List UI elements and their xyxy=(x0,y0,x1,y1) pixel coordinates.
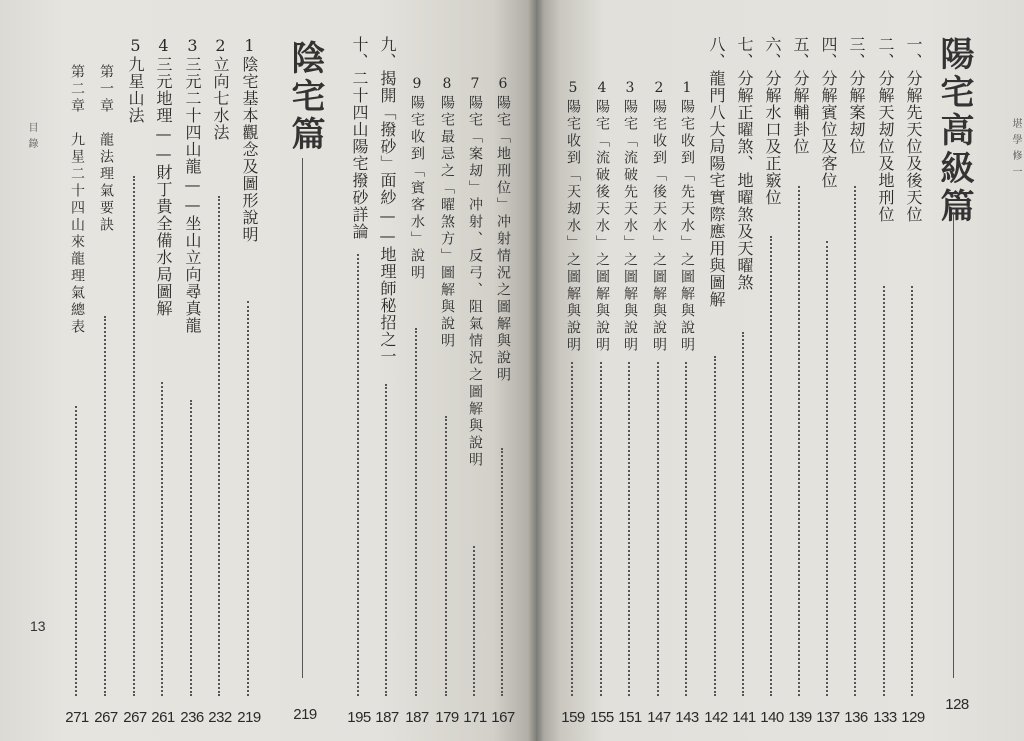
toc-entry-page: 139 xyxy=(788,709,812,726)
dot-leader xyxy=(104,316,106,696)
toc-entry-page: 267 xyxy=(123,709,147,726)
toc-entry[interactable] xyxy=(759,36,785,726)
toc-entry-page: 141 xyxy=(732,709,756,726)
dot-leader xyxy=(571,362,573,696)
toc-entry-title: 七、分解正曜煞、地曜煞及天曜煞 xyxy=(735,36,754,291)
dot-leader xyxy=(190,400,192,696)
section-heading-yinzhai: 陰宅篇 xyxy=(285,40,325,154)
toc-entry[interactable] xyxy=(462,36,488,726)
section-heading-rule xyxy=(302,158,303,678)
toc-entry-title: 1陽宅收到「先天水」之圖解與說明 xyxy=(679,80,695,354)
toc-entry-title: 九、揭開「撥砂」面紗——地理師秘招之一 xyxy=(378,36,397,365)
toc-entry[interactable] xyxy=(560,36,586,726)
toc-entry-title: 第一章 龍法理氣要訣 xyxy=(98,64,114,234)
book-spine-shadow xyxy=(528,0,544,741)
toc-entry-title: 三、分解案刼位 xyxy=(847,36,866,155)
toc-entry[interactable] xyxy=(674,36,700,726)
toc-entry-title: 4三元地理——財丁貴全備水局圖解 xyxy=(154,36,173,317)
toc-entry-page: 261 xyxy=(151,709,175,726)
toc-entry-title: 五、分解輔卦位 xyxy=(791,36,810,155)
toc-entry[interactable] xyxy=(404,36,430,726)
section-heading-rule xyxy=(953,212,954,678)
dot-leader xyxy=(628,362,630,696)
toc-entry-page: 167 xyxy=(491,709,515,726)
toc-entry-page: 129 xyxy=(901,709,925,726)
section-heading-yangzhai: 陽宅高級篇 xyxy=(934,36,974,226)
toc-entry-title: 7陽宅「案刼」冲射、反弓、阻氣情況之圖解與說明 xyxy=(467,76,483,469)
toc-entry-page: 267 xyxy=(94,709,118,726)
toc-entry-title: 十、二十四山陽宅撥砂詳論 xyxy=(350,36,369,240)
dot-leader xyxy=(685,362,687,696)
toc-entry[interactable] xyxy=(374,36,400,726)
toc-entry-title: 6陽宅「地刑位」冲射情況之圖解與說明 xyxy=(495,76,511,384)
toc-entry-title: 八、龍門八大局陽宅實際應用與圖解 xyxy=(707,36,726,308)
section-page-number: 219 xyxy=(293,706,317,723)
dot-leader xyxy=(742,332,744,696)
dot-leader xyxy=(883,286,885,696)
toc-entry-title: 2立向七水法 xyxy=(211,36,230,141)
toc-entry[interactable] xyxy=(434,36,460,726)
toc-entry-title: 5陽宅收到「天刼水」之圖解與說明 xyxy=(565,80,581,354)
dot-leader xyxy=(473,546,475,696)
toc-entry-title: 2陽宅收到「後天水」之圖解與說明 xyxy=(651,80,667,354)
running-head-right: 堪學修一 xyxy=(1010,118,1021,182)
toc-entry-page: 271 xyxy=(65,709,89,726)
toc-entry[interactable] xyxy=(179,36,205,726)
toc-entry-page: 236 xyxy=(180,709,204,726)
toc-entry-page: 136 xyxy=(844,709,868,726)
toc-entry-page: 133 xyxy=(873,709,897,726)
dot-leader xyxy=(445,416,447,696)
toc-entry-title: 四、分解賓位及客位 xyxy=(819,36,838,189)
toc-entry[interactable] xyxy=(900,36,926,726)
toc-entry[interactable] xyxy=(150,36,176,726)
toc-entry-title: 3陽宅「流破先天水」之圖解與說明 xyxy=(622,80,638,354)
toc-entry-page: 151 xyxy=(618,709,642,726)
toc-entry-page: 187 xyxy=(375,709,399,726)
toc-entry[interactable] xyxy=(843,36,869,726)
toc-entry-page: 219 xyxy=(237,709,261,726)
toc-entry[interactable] xyxy=(787,36,813,726)
toc-entry[interactable] xyxy=(93,36,119,726)
toc-entry[interactable] xyxy=(617,36,643,726)
toc-entry-page: 187 xyxy=(405,709,429,726)
toc-entry-title: 第二章 九星二十四山來龍理氣總表 xyxy=(69,64,85,336)
toc-entry-title: 1陰宅基本觀念及圖形說明 xyxy=(240,36,259,243)
toc-entry[interactable] xyxy=(346,36,372,726)
dot-leader xyxy=(218,196,220,696)
toc-entry[interactable] xyxy=(236,36,262,726)
dot-leader xyxy=(161,382,163,696)
dot-leader xyxy=(75,406,77,696)
dot-leader xyxy=(911,286,913,696)
toc-entry-page: 171 xyxy=(463,709,487,726)
right-page xyxy=(536,0,1024,741)
section-page-number: 128 xyxy=(945,696,969,713)
toc-entry[interactable] xyxy=(207,36,233,726)
dot-leader xyxy=(415,328,417,696)
toc-entry-title: 六、分解水口及正竅位 xyxy=(763,36,782,206)
toc-entry-page: 179 xyxy=(435,709,459,726)
toc-entry-title: 5九星山法 xyxy=(126,36,145,124)
toc-entry[interactable] xyxy=(872,36,898,726)
dot-leader xyxy=(600,362,602,696)
toc-entry[interactable] xyxy=(731,36,757,726)
toc-entry-page: 195 xyxy=(347,709,371,726)
toc-entry-page: 159 xyxy=(561,709,585,726)
toc-entry-title: 4陽宅「流破後天水」之圖解與說明 xyxy=(594,80,610,354)
dot-leader xyxy=(501,448,503,696)
toc-entry-page: 232 xyxy=(208,709,232,726)
toc-entry-page: 143 xyxy=(675,709,699,726)
toc-entry-title: 9陽宅收到「賓客水」說明 xyxy=(409,76,425,282)
dot-leader xyxy=(385,384,387,696)
toc-entry[interactable] xyxy=(646,36,672,726)
toc-entry-page: 147 xyxy=(647,709,671,726)
dot-leader xyxy=(770,236,772,696)
dot-leader xyxy=(133,176,135,696)
toc-entry[interactable] xyxy=(122,36,148,726)
toc-entry-title: 3三元二十四山龍——坐山立向尋真龍 xyxy=(183,36,202,334)
toc-entry-page: 137 xyxy=(816,709,840,726)
toc-entry-title: 8陽宅最忌之「曜煞方」圖解與說明 xyxy=(439,76,455,350)
toc-entry-title: 一、分解先天位及後天位 xyxy=(904,36,923,223)
dot-leader xyxy=(657,362,659,696)
dot-leader xyxy=(247,301,249,696)
toc-entry-page: 140 xyxy=(760,709,784,726)
toc-entry[interactable] xyxy=(589,36,615,726)
dot-leader xyxy=(714,356,716,696)
toc-entry-page: 155 xyxy=(590,709,614,726)
dot-leader xyxy=(798,186,800,696)
toc-entry[interactable] xyxy=(490,36,516,726)
toc-entry-page: 142 xyxy=(704,709,728,726)
dot-leader xyxy=(357,254,359,696)
dot-leader xyxy=(826,241,828,696)
toc-entry-title: 二、分解天刼位及地刑位 xyxy=(876,36,895,223)
toc-entry[interactable] xyxy=(703,36,729,726)
running-head-left: 目錄 xyxy=(26,122,37,154)
dot-leader xyxy=(854,186,856,696)
page-number-left: 13 xyxy=(30,618,46,634)
toc-entry[interactable] xyxy=(815,36,841,726)
toc-entry[interactable] xyxy=(64,36,90,726)
